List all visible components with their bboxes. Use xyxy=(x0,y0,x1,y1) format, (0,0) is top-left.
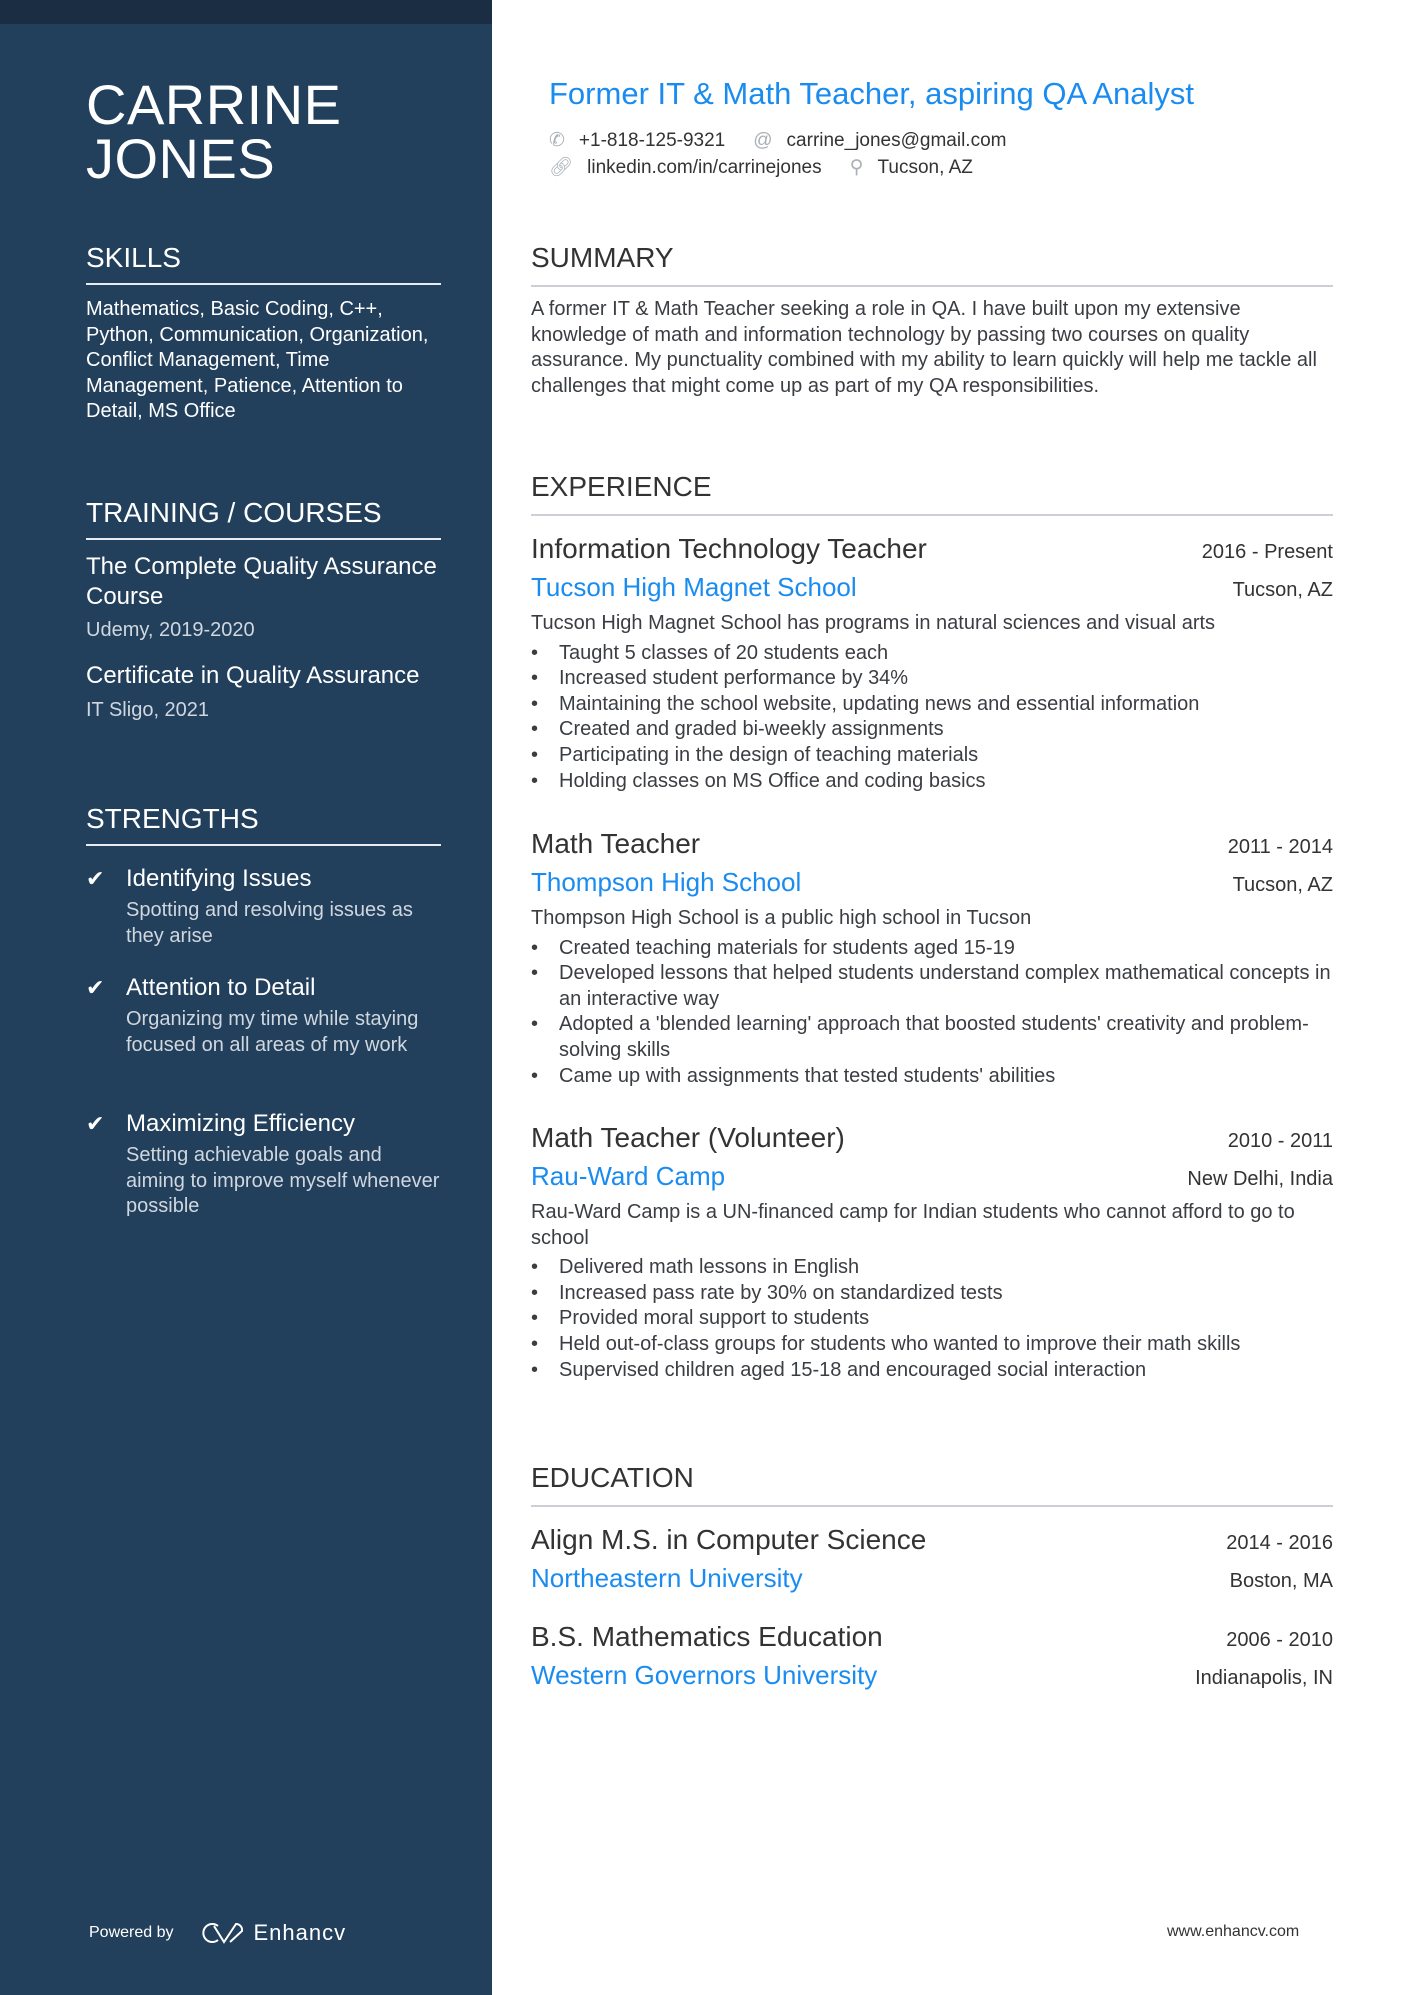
strength-item xyxy=(86,973,446,1058)
job-title: Information Technology Teacher xyxy=(531,533,927,564)
company-desc: Rau-Ward Camp is a UN-financed camp for Indian students who cannot afford to go to school xyxy=(531,1201,1295,1249)
first-name: CARRINE xyxy=(86,73,342,136)
education-entry xyxy=(531,1522,1333,1598)
strength-desc: Organizing my time while staying focused on all areas of my work xyxy=(126,1008,419,1056)
candidate-name xyxy=(86,73,441,190)
course-title: Certificate in Quality Assurance xyxy=(86,662,420,689)
job-location: New Delhi, India xyxy=(1187,1168,1333,1190)
bullet: • Created teaching materials for students aged 15-19 xyxy=(531,936,1333,962)
job-location: Tucson, AZ xyxy=(1232,874,1333,896)
summary-heading: SUMMARY xyxy=(531,241,1333,287)
enhancv-logo-icon xyxy=(200,1921,246,1945)
education-entry xyxy=(531,1619,1333,1695)
course-sub: IT Sligo, 2021 xyxy=(86,698,210,721)
headline: Former IT & Math Teacher, aspiring QA Analyst xyxy=(549,76,1194,111)
school: Western Governors University xyxy=(531,1660,878,1690)
strength-title: Attention to Detail xyxy=(126,974,316,1001)
school: Northeastern University xyxy=(531,1563,803,1593)
bullet: • Held out-of-class groups for students who wanted to improve their math skills xyxy=(531,1332,1333,1358)
company: Tucson High Magnet School xyxy=(531,572,857,602)
job-dates: 2010 - 2011 xyxy=(1227,1130,1333,1152)
strength-item xyxy=(86,1109,446,1220)
job-title: Math Teacher xyxy=(531,828,701,859)
check-icon: ✔ xyxy=(86,975,105,1000)
bullet: • Taught 5 classes of 20 students each xyxy=(531,641,1333,667)
education-heading: EDUCATION xyxy=(531,1461,1333,1507)
bullet: • Adopted a 'blended learning' approach that boosted students' creativity and problem-solving skills xyxy=(531,1012,1333,1063)
experience-section xyxy=(531,470,1333,516)
skills-heading: SKILLS xyxy=(86,241,441,285)
degree: Align M.S. in Computer Science xyxy=(531,1524,927,1555)
bullet: • Maintaining the school website, updating news and essential information xyxy=(531,692,1333,718)
strength-title: Maximizing Efficiency xyxy=(126,1110,355,1137)
skills-text: Mathematics, Basic Coding, C++, Python, Communication, Organization, Conflict Management, Time Management, Patience, Attention to Detail, MS Office xyxy=(86,298,429,423)
link-icon: 🔗︎ xyxy=(549,157,574,178)
course-item xyxy=(86,552,441,643)
location: Tucson, AZ xyxy=(877,157,973,178)
company-desc: Thompson High School is a public high school in Tucson xyxy=(531,907,1032,929)
at-icon: @ xyxy=(753,130,773,151)
bullet: • Increased student performance by 34% xyxy=(531,666,1333,692)
linkedin[interactable]: linkedin.com/in/carrinejones xyxy=(587,157,822,178)
company: Thompson High School xyxy=(531,867,802,897)
strengths-heading: STRENGTHS xyxy=(86,802,441,846)
phone-icon: ✆ xyxy=(549,130,565,151)
last-name: JONES xyxy=(86,127,276,190)
job-dates: 2011 - 2014 xyxy=(1227,836,1333,858)
powered-label: Powered by xyxy=(89,1924,174,1941)
edu-dates: 2014 - 2016 xyxy=(1226,1532,1333,1554)
bullet: • Increased pass rate by 30% on standardized tests xyxy=(531,1281,1333,1307)
job-entry xyxy=(531,531,1333,794)
skills-section xyxy=(86,241,441,425)
bullet: • Supervised children aged 15-18 and encouraged social interaction xyxy=(531,1358,1333,1384)
strength-desc: Spotting and resolving issues as they arise xyxy=(126,899,413,947)
brand-name: Enhancv xyxy=(253,1920,347,1945)
company-desc: Tucson High Magnet School has programs in natural sciences and visual arts xyxy=(531,612,1216,634)
sidebar xyxy=(0,0,492,1995)
strength-desc: Setting achievable goals and aiming to improve myself whenever possible xyxy=(126,1144,440,1218)
job-entry xyxy=(531,1120,1333,1383)
job-title: Math Teacher (Volunteer) xyxy=(531,1122,845,1153)
powered-by xyxy=(89,1920,346,1946)
education-section xyxy=(531,1461,1333,1507)
experience-heading: EXPERIENCE xyxy=(531,470,1333,516)
edu-location: Boston, MA xyxy=(1229,1570,1333,1592)
location-pin-icon: ⚲ xyxy=(849,157,864,178)
email[interactable]: carrine_jones@gmail.com xyxy=(786,130,1007,151)
check-icon: ✔ xyxy=(86,1111,105,1136)
course-item xyxy=(86,661,441,723)
bullet: • Participating in the design of teaching materials xyxy=(531,743,1333,769)
strength-title: Identifying Issues xyxy=(126,865,312,892)
strength-item xyxy=(86,864,446,949)
footer-url[interactable]: www.enhancv.com xyxy=(1167,1923,1300,1940)
bullet: • Provided moral support to students xyxy=(531,1306,1333,1332)
edu-dates: 2006 - 2010 xyxy=(1226,1629,1333,1651)
course-sub: Udemy, 2019-2020 xyxy=(86,619,255,641)
check-icon: ✔ xyxy=(86,866,105,891)
training-heading: TRAINING / COURSES xyxy=(86,496,441,540)
bullet: • Delivered math lessons in English xyxy=(531,1255,1333,1281)
top-band xyxy=(0,0,492,24)
summary-section xyxy=(531,241,1333,399)
degree: B.S. Mathematics Education xyxy=(531,1621,883,1652)
job-dates: 2016 - Present xyxy=(1201,541,1333,563)
course-title: The Complete Quality Assurance Course xyxy=(86,553,437,610)
summary-text: A former IT & Math Teacher seeking a role in QA. I have built upon my extensive knowledge of math and information technology by passing two courses on quality assurance. My punctuality combined with my ability to learn quickly will help me tackle all challenges that might come up as part of my QA responsibilities. xyxy=(531,298,1317,397)
company: Rau-Ward Camp xyxy=(531,1161,726,1191)
job-entry xyxy=(531,826,1333,1089)
bullet: • Developed lessons that helped students understand complex mathematical concepts in an interactive way xyxy=(531,961,1333,1012)
edu-location: Indianapolis, IN xyxy=(1195,1667,1333,1689)
training-section xyxy=(86,496,441,723)
bullet: • Came up with assignments that tested students' abilities xyxy=(531,1064,1333,1090)
bullet: • Holding classes on MS Office and coding basics xyxy=(531,769,1333,795)
phone[interactable]: +1-818-125-9321 xyxy=(578,130,726,151)
bullet: • Created and graded bi-weekly assignments xyxy=(531,717,1333,743)
job-location: Tucson, AZ xyxy=(1232,579,1333,601)
enhancv-logo[interactable] xyxy=(200,1920,347,1946)
contact-info xyxy=(549,127,1034,181)
strengths-section xyxy=(86,802,441,846)
